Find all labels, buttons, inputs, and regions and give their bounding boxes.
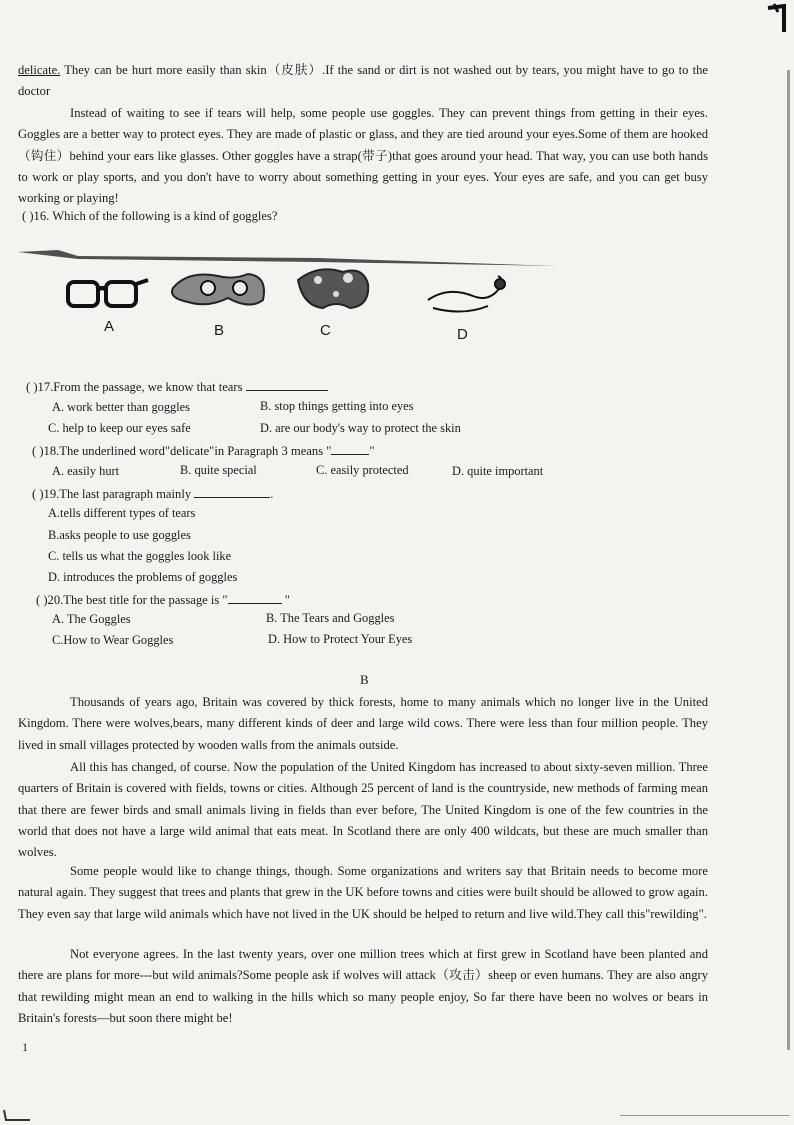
option-b-goggles-image: [172, 274, 264, 305]
question-16-stem: ( )16. Which of the following is a kind of goggles?: [22, 209, 278, 223]
option-c-label: C: [320, 322, 331, 339]
question-20-stem: [36, 591, 290, 608]
q18-option-a: A. easily hurt: [52, 464, 120, 478]
q18-option-b: B. quite special: [180, 463, 257, 477]
passage-b-paragraph-1: Thousands of years ago, Britain was covered by thick forests, home to many animals which no longer live in the United Kingdom. There were wolves,bears, many different kinds of deer and large wild cows. There were less than four million people. They lived in small villages protected by wooden walls from the animals outside.: [18, 695, 708, 752]
scan-bottom-line: [620, 1115, 790, 1116]
q17-option-d: D. are our body's way to protect the skin: [260, 421, 461, 435]
scan-edge-line: [787, 70, 790, 1050]
passage-a-paragraph-1: delicate. They can be hurt more easily than skin（皮肤）.If the sand or dirt is not washed out by tears, you might have to go to the doctor: [18, 63, 708, 99]
q19-option-d: D. introduces the problems of goggles: [48, 570, 238, 584]
q20-option-c: C.How to Wear Goggles: [52, 633, 174, 647]
q20-option-b: B. The Tears and Goggles: [266, 611, 395, 625]
q19-option-c: C. tells us what the goggles look like: [48, 549, 232, 563]
answer-blank: [194, 485, 270, 498]
answer-blank: [246, 378, 328, 391]
q19-option-b: B.asks people to use goggles: [48, 528, 191, 542]
question-17-text: ( )17.From the passage, we know that tears: [26, 380, 243, 394]
question-19-end: .: [270, 487, 274, 501]
q17-option-c: C. help to keep our eyes safe: [48, 421, 191, 435]
question-20-end: ": [284, 593, 290, 607]
option-b-label: B: [214, 322, 225, 339]
q18-option-c: C. easily protected: [316, 463, 409, 477]
scan-corner-mark: [2, 1108, 32, 1122]
q17-option-a: A. work better than goggles: [52, 400, 190, 414]
q19-option-a: A.tells different types of tears: [48, 506, 196, 520]
option-a-label: A: [104, 318, 115, 335]
passage-a-paragraph-2: Instead of waiting to see if tears will help, some people use goggles. They can prevent things from getting in their eyes. Goggles are a better way to protect eyes. They are made of plastic or glass, and they are tied around your eyes.Some of them are hooked（钩住）behind your ears like glasses. Other goggles have a strap(带子)that goes around your head. That way, you can use both hands to work or play sports, and you don't have to worry about something getting in your eyes. Your eyes are safe, and you can get busy working or playing!: [18, 106, 708, 206]
passage-b-paragraph-4: Not everyone agrees. In the last twenty years, over one million trees which at first grew in Scotland have been planted and there are plans for more---but wild animals?Some people ask if wolves will attack（攻击）sheep or even humans. They are also angry that rewilding might mean an end to walking in the hills which so many people enjoy, So far there have been no wolves or bears in Britain's forests—but soon there might be!: [18, 947, 708, 1025]
question-20-text: ( )20.The best title for the passage is ": [36, 593, 228, 607]
goggles-figure: [18, 250, 558, 350]
answer-blank: [331, 442, 369, 455]
question-19-text: ( )19.The last paragraph mainly: [32, 487, 192, 501]
option-d-goggles-image: [428, 276, 505, 312]
scan-smudge-line: [18, 250, 558, 266]
question-19-stem: [32, 485, 273, 502]
question-18-end: ": [369, 444, 375, 458]
passage-b-paragraph-3: Some people would like to change things, though. Some organizations and writers say that Britain needs to become more natural again. They suggest that trees and plants that grew in the UK before towns and cities were built should be allowed to grow again. They even say that large wild animals which have not lived in the UK should be helped to return and live wild.They call this"rewilding".: [18, 864, 708, 921]
q17-option-b: B. stop things getting into eyes: [260, 399, 414, 413]
question-18-text: ( )18.The underlined word"delicate"in Paragraph 3 means ": [32, 444, 332, 458]
corner-clip-icon: [766, 2, 788, 34]
option-a-glasses-image: [68, 280, 148, 306]
page-number: 1: [22, 1040, 28, 1054]
question-18-stem: [32, 442, 375, 459]
q20-option-a: A. The Goggles: [52, 612, 131, 626]
option-d-label: D: [457, 326, 468, 343]
underlined-word-delicate: delicate.: [18, 63, 61, 77]
q20-option-d: D. How to Protect Your Eyes: [268, 632, 413, 646]
option-c-goggles-image: [298, 269, 368, 308]
q18-option-d: D. quite important: [452, 464, 544, 478]
passage-b-paragraph-2: All this has changed, of course. Now the population of the United Kingdom has increased to about sixty-seven million. Three quarters of Britain is covered with fields, towns or cities. Although 25 percent of land is the countryside, new methods of farming mean that there are fewer birds and small animals living in fields than ever before, The United Kingdom is one of the few countries in the world that does not have a large wild animal that eats meat. In Scotland there are only 400 wildcats, but these are much smaller than wolves.: [18, 760, 708, 860]
section-b-heading: B: [360, 672, 369, 687]
answer-blank: [228, 591, 282, 604]
question-17-stem: [26, 378, 328, 395]
